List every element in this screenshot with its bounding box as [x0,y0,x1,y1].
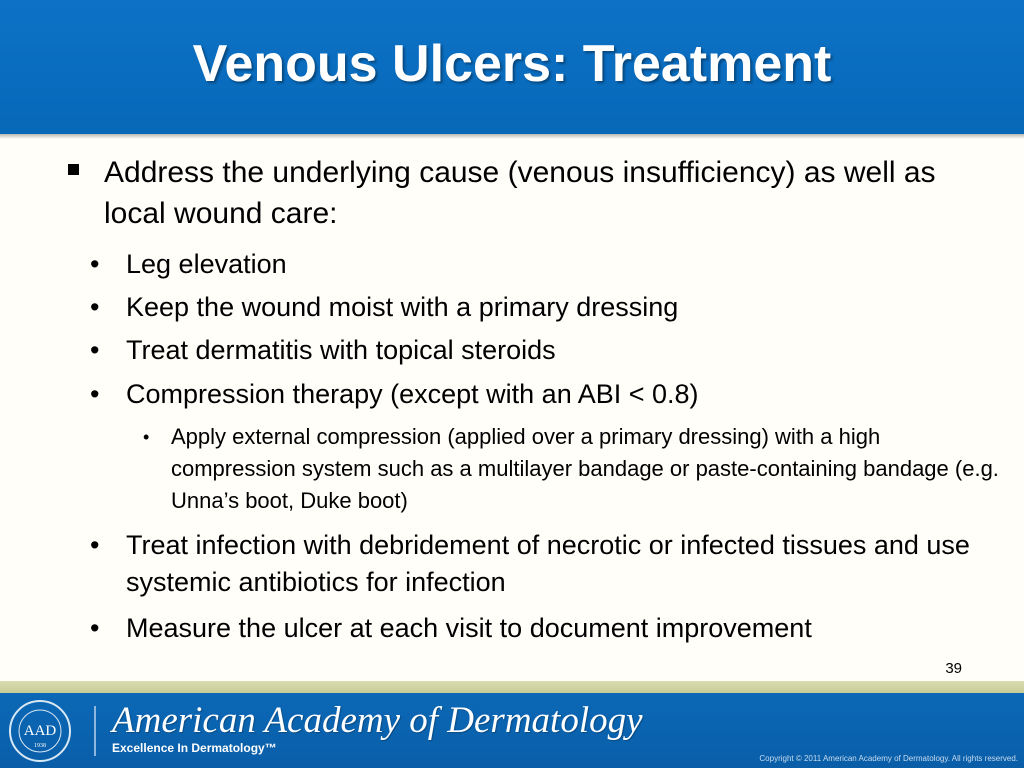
bullet-main [104,152,1004,234]
sub-bullet [90,527,986,601]
bullet-dot-icon: • [90,613,100,643]
sub-bullet [90,246,986,283]
aad-seal-icon [6,698,74,764]
sub-bullet [90,376,986,413]
sub-bullet [90,289,986,326]
bullet-dot-icon: • [90,530,100,560]
organization-tagline: Excellence In Dermatology™ [112,741,277,755]
bullet-dot-icon: • [90,379,100,409]
sub-bullet-text: Leg elevation [126,249,287,279]
footer-divider [94,706,96,756]
bullet-dot-icon: • [90,249,100,279]
sub-sub-bullet [143,421,1001,517]
slide-title: Venous Ulcers: Treatment [192,35,832,93]
sub-bullet [90,610,986,647]
organization-name: American Academy of Dermatology [112,700,643,741]
sub-bullet-text: Compression therapy (except with an ABI < 0.8) [126,379,699,409]
sub-bullet-text: Treat dermatitis with topical steroids [126,335,556,365]
bullet-dot-icon: • [90,335,100,365]
sub-sub-bullet-text: Apply external compression (applied over a primary dressing) with a high compression system such as a multilayer bandage or paste-containing bandage (e.g. Unna’s boot, Duke boot) [171,424,999,513]
seal-year: 1938 [34,743,46,749]
bullet-dot-icon: • [143,427,150,447]
title-band-shadow [0,134,1024,139]
bullet-main-text: Address the underlying cause (venous insufficiency) as well as local wound care: [104,156,936,230]
seal-text: AAD [23,723,57,739]
page-number: 39 [945,660,962,677]
sub-bullet-text: Keep the wound moist with a primary dressing [126,292,679,322]
copyright-notice: Copyright © 2011 American Academy of Dermatology. All rights reserved. [759,754,1018,763]
sub-bullet-text: Measure the ulcer at each visit to document improvement [126,613,812,643]
square-bullet-icon [68,164,79,175]
bullet-dot-icon: • [90,292,100,322]
sub-bullet [90,332,986,369]
footer-stripe [0,681,1024,693]
sub-bullet-text: Treat infection with debridement of necrotic or infected tissues and use systemic antibiotics for infection [126,530,970,597]
